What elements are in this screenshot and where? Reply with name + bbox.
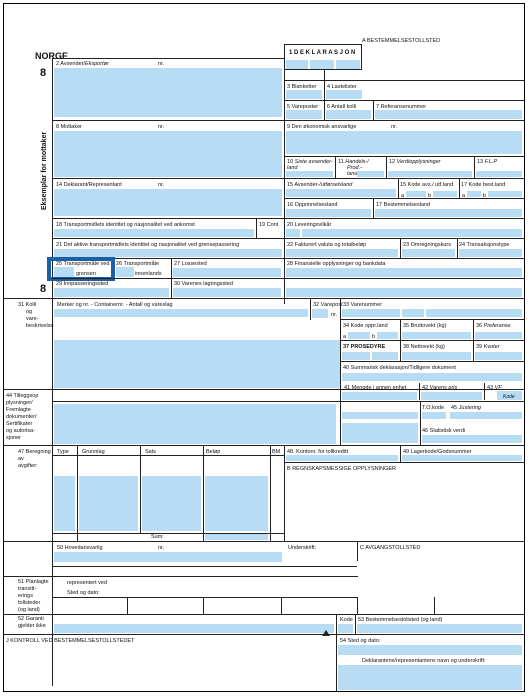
field-31-input-1[interactable]: [54, 309, 308, 317]
field-20-label: 20 Leveringsvilkår: [287, 222, 332, 228]
f44-line: Sertifikater: [6, 421, 33, 427]
field-48-label: 48. Kontonr. for tollkreditt: [287, 449, 349, 455]
declaration-field-3[interactable]: [336, 60, 360, 69]
f51-line: tollsteder: [18, 600, 41, 606]
field-28b-input[interactable]: [286, 288, 522, 297]
field-32-label: 32 Varepost: [313, 302, 343, 308]
field-52-code-input[interactable]: [338, 624, 353, 633]
f51-line: 51 Planlagte: [18, 579, 49, 585]
field-35-input[interactable]: [402, 332, 471, 339]
field-32-input[interactable]: [312, 309, 328, 318]
field-28-input[interactable]: [286, 268, 522, 277]
f51-line: transitt-: [18, 586, 37, 592]
field-14-input[interactable]: [54, 189, 282, 216]
copy-number-bottom: 8: [40, 283, 47, 295]
field-22-label: 22 Fakturert valuta og totalbeløp: [287, 242, 367, 248]
copy-number: 8: [40, 67, 47, 79]
field-36-input[interactable]: [475, 332, 522, 339]
customs-declaration-form: NORGE 8 8 Eksemplar for mottaker A BESTEMMELSESTOLLSTED 1 D E K L A R A S J O N 2 Avsender/Eksportør nr. 3 Blanketter 4 Lastelister 5 Vareposter 6 Antall kolli 7 Referansenummer 8 Mottaker nr. 9 Den økonomisk ansvarlige nr. 10 Siste avsender- land 11 Handels-/ Prod.- land 12 Verdiopplysninger 13 F.L.P 14 Deklarant/Representant nr. 15 Avsender-/utførselsland 15 Kode avs./ utf.land 17 Kode best.land a b a b 16 Opprinnelsesland 17 Bestemmelsesland 18 Transportmidlets identitet og nasjonalitet ved ankomst 19 Cont 20 Leveringsvilkår 21 Det aktive transportmidlets identitet og nasjonalitet ved grensepassering 22 Fakturert valuta og totalbeløp 23 Omregningskurs 24 Transaksjonstype 25 Transportmåte ved grensen 26 Transportmåte innenlands 27 Lossested 28 Finansielle opplysninger og bankdata 29 Innpasseringssted 30 Varenes lagringssted 31 Kolli og vare- beskrivelse Merker og nr. - Containernr. - Antall og vareslag 32 Varepost nr. 33 Varenummer 34 Kode oppr.land 35 Bruttovekt (kg) 36 Preferanse a b 37 PROSEDYRE 38 Nettovekt (kg) 39 Kvoter 40 Summarisk deklarasjon/Tidligere dokument 41 Mengde i annen enhet 42 Varens pris 43 VF Kode 44 Tilleggsop plysninger/ Fremlagte dokumenter/ Sertifikater og autorisa- sjoner T.O.kode 45 Justering 46 Statistisk verdi 47 Beregning av avgifter: Type Grunnlag Sats Beløp BM Sum: 48. Kontonr. for tollkreditt 49 Lagerkode/Godsnummer B REGNSKAPSMESSIGE OPPLYSNINGER 50 Hovedansvarlig nr. Underskrift: C AVGANGSTOLLSTED 51 Planlagte transitt- erings tollsteder (og land) representert ved Sted og dato: 52 Garanti gjelder ikke Kode 53 Bestemmelsestolisted (og land) J KONTROLL VED BESTEMMELSESTOLLSTEDET 54 Sted og dato: Deklarantens/representantens navn og underskrift:: [0, 0, 530, 696]
field-46-label: 46 Statistisk verdi: [422, 428, 466, 434]
field-5-label: 5 Vareposter: [287, 104, 319, 110]
field-18-input[interactable]: [54, 229, 254, 237]
field-42-input[interactable]: [421, 392, 482, 400]
field-12-label: 12 Verdiopplysninger: [389, 159, 441, 165]
field-52-code-label: Kode: [340, 617, 353, 623]
field-46-input[interactable]: [422, 435, 522, 443]
field-27-label: 27 Lossested: [174, 261, 207, 267]
f47-line: av: [18, 456, 24, 462]
field-50-label: 50 Hovedansvarlig: [57, 545, 103, 551]
field-33-input-b[interactable]: [402, 309, 424, 317]
field-5-input[interactable]: [286, 110, 322, 119]
field-2-input[interactable]: [54, 68, 282, 117]
field-40-input[interactable]: [342, 373, 522, 381]
field-34a-input[interactable]: [348, 332, 370, 339]
field-54-label: 54 Sted og dato:: [340, 638, 381, 644]
field-b-label: B REGNSKAPSMESSIGE OPPLYSNINGER: [287, 466, 397, 472]
field-24-label: 24 Transaksjonstype: [459, 242, 510, 248]
field-33-label: 33 Varenummer: [343, 302, 383, 308]
up-arrow-icon: [322, 630, 330, 636]
field-43-label: 43 VF: [487, 385, 502, 391]
field-18-label: 18 Transportmidlets identitet og nasjonalitet ved ankomst: [56, 222, 195, 228]
field-54-place-input[interactable]: [338, 645, 522, 655]
field-14-nr: nr.: [158, 182, 165, 188]
field-15-label: 15 Avsender-/utførselsland: [287, 182, 353, 188]
field-38-input[interactable]: [402, 352, 471, 360]
field-35-label: 35 Bruttovekt (kg): [403, 323, 447, 329]
field-11-input[interactable]: [357, 171, 384, 177]
field-16-input[interactable]: [286, 209, 371, 217]
calc-belop-cells[interactable]: [205, 476, 268, 531]
field-26-label: 26 Transportmåte: [116, 261, 160, 267]
declaration-title: 1 D E K L A R A S J O N: [289, 50, 356, 56]
field-8-label: 8 Mottaker: [56, 124, 82, 130]
field-30-label: 30 Varenes lagringssted: [174, 281, 233, 287]
field-15-code-label: 15 Kode avs./ utf.land: [400, 182, 454, 188]
field-49-input[interactable]: [402, 455, 522, 461]
col-sats: Sats: [145, 449, 157, 455]
f47-line: 47 Beregning: [18, 449, 51, 455]
field-42-label: 42 Varens pris: [422, 385, 458, 391]
field-2-label: 2 Avsender/Eksportør: [56, 61, 109, 67]
field-21-label: 21 Det aktive transportmidlets identitet og nasjonalitet ved grensepassering: [56, 242, 240, 248]
field-2-nr: nr.: [158, 61, 165, 67]
field-9-nr: nr.: [391, 124, 398, 130]
field-45-input[interactable]: [450, 412, 522, 419]
f51-line: erings: [18, 593, 33, 599]
f44-line: plysninger/: [6, 400, 33, 406]
f47-line: avgifter:: [18, 463, 38, 469]
field-52-input[interactable]: [54, 624, 334, 633]
col-type: Type: [57, 449, 69, 455]
field-37a-input[interactable]: [342, 352, 370, 360]
field-22-input[interactable]: [286, 249, 398, 257]
field-50-nr: nr.: [158, 545, 165, 551]
f44-line: Fremlagte: [6, 407, 31, 413]
field-34-label: 34 Kode oppr.land: [343, 323, 388, 329]
field-8-nr: nr.: [158, 124, 165, 130]
field-39-label: 39 Kvoter: [476, 344, 500, 350]
field-33-input-c[interactable]: [426, 309, 522, 317]
field-49-label: 49 Lagerkode/Godsnummer: [403, 449, 472, 455]
field-c-label: C AVGANGSTOLLSTED: [360, 545, 421, 551]
field-17-code-label: 17 Kode best.land: [461, 182, 506, 188]
field-25-label: 25 Transportmåte ved: [56, 261, 110, 267]
field-11-label: 11 Handels-/: [338, 159, 369, 165]
field-3-label: 3 Blanketter: [287, 84, 317, 90]
field-17-input[interactable]: [375, 209, 522, 217]
field-9-label: 9 Den økonomisk ansvarlige: [287, 124, 357, 130]
field-10-input[interactable]: [286, 171, 333, 177]
field-4-label: 4 Lastelister: [327, 84, 357, 90]
signature-label: Underskrift:: [288, 545, 317, 551]
field-16-label: 16 Opprinnelsesland: [287, 202, 338, 208]
col-belop: Beløp: [206, 449, 221, 455]
field-3-input[interactable]: [286, 90, 322, 99]
calc-grunnlag-cells[interactable]: [79, 476, 138, 531]
sum-input[interactable]: [205, 534, 268, 540]
field-41-label: 41 Mengde i annen enhet: [344, 385, 407, 391]
field-39-input[interactable]: [475, 352, 522, 360]
field-23-label: 23 Omregningskurs: [403, 242, 451, 248]
field-10-label: 10 Siste avsender-: [287, 159, 333, 165]
field-21-input[interactable]: [54, 249, 282, 257]
to-code-label: T.O.kode: [422, 405, 445, 411]
sum-label: Sum:: [151, 534, 164, 540]
field-7-input[interactable]: [375, 110, 522, 119]
f44-line: 44 Tilleggsop: [6, 393, 39, 399]
field-6-label: 6 Antall kolli: [327, 104, 357, 110]
to-code-input[interactable]: [422, 412, 446, 419]
field-29-label: 29 Innpasseringssted: [56, 281, 109, 287]
f44-line: sjoner: [6, 435, 21, 441]
field-38-label: 38 Nettovekt (kg): [403, 344, 445, 350]
field-54-signature-input[interactable]: [338, 665, 522, 690]
declaration-field-1[interactable]: [286, 60, 308, 69]
col-bm: BM: [272, 449, 281, 455]
declaration-field-2[interactable]: [310, 60, 334, 69]
field-8-input[interactable]: [54, 131, 282, 177]
field-31-input-2[interactable]: [54, 340, 340, 388]
field-15b-input[interactable]: [433, 191, 457, 197]
field-6-input[interactable]: [326, 110, 371, 119]
f52-line: 52 Garanti: [18, 616, 44, 622]
field-40-label: 40 Summarisk deklarasjon/Tidligere dokument: [343, 365, 456, 371]
side-label: Eksemplar for mottaker: [41, 131, 48, 210]
col-grunnlag: Grunnlag: [82, 449, 105, 455]
field-15-input[interactable]: [286, 189, 396, 197]
field-31-marks-label: Merker og nr. - Containernr. - Antall og vareslag: [57, 302, 173, 308]
field-20a-input[interactable]: [286, 229, 300, 237]
field-17a-input[interactable]: [467, 191, 481, 197]
field-44-input[interactable]: [54, 404, 336, 444]
field-53-label: 53 Bestemmelsestolisted (og land): [358, 617, 443, 623]
field-15a-input[interactable]: [406, 191, 426, 197]
field-20b-input[interactable]: [302, 229, 522, 237]
calc-type-cells[interactable]: [54, 476, 75, 531]
field-48-input[interactable]: [286, 455, 398, 461]
f52-line: gjelder ikke: [18, 623, 46, 629]
field-14-label: 14 Deklarant/Representant: [56, 182, 122, 188]
field-4-input[interactable]: [326, 90, 362, 99]
f44-line: og autorisa-: [6, 428, 36, 434]
field-17-label: 17 Bestemmelsesland: [376, 202, 431, 208]
field-24-input[interactable]: [459, 249, 522, 257]
field-44b-input[interactable]: [342, 412, 418, 419]
field-36-label: 36 Preferanse: [476, 323, 511, 329]
field-28-label: 28 Finansielle opplysninger og bankdata: [287, 261, 386, 267]
field-45-label: 45 Justering: [451, 405, 481, 411]
field-27-input[interactable]: [173, 268, 281, 277]
field-30-input[interactable]: [173, 288, 281, 297]
field-13-input[interactable]: [476, 171, 522, 177]
place-date-label: Sted og dato:: [67, 590, 100, 596]
field-37b-input[interactable]: [372, 352, 398, 360]
field-12-input[interactable]: [388, 171, 472, 177]
field-9-input[interactable]: [286, 131, 522, 154]
field-26-input[interactable]: [116, 267, 134, 277]
country-title: NORGE: [35, 51, 69, 61]
field-33-input-a[interactable]: [342, 309, 400, 317]
field-29-input[interactable]: [54, 288, 169, 297]
field-34b-input[interactable]: [377, 332, 398, 339]
field-17b-input[interactable]: [488, 191, 522, 197]
field-37-label: 37 PROSEDYRE: [343, 344, 386, 350]
field-53-input[interactable]: [357, 624, 522, 633]
field-54-signature-label: Deklarantens/representantens navn og underskrift:: [362, 658, 486, 664]
field-19-label: 19 Cont: [259, 222, 279, 228]
f51-line: (og land): [18, 607, 40, 613]
field-23-input[interactable]: [402, 249, 455, 257]
field-j-label: J KONTROLL VED BESTEMMELSESTOLLSTEDET: [6, 638, 135, 644]
field-41-input[interactable]: [342, 392, 417, 400]
field-7-label: 7 Referansenummer: [376, 104, 427, 110]
field-44c-input[interactable]: [342, 423, 418, 443]
field-13-label: 13 F.L.P: [477, 159, 498, 165]
field-a-label: A BESTEMMELSESTOLLSTED: [362, 38, 441, 44]
f44-line: dokumenter/: [6, 414, 37, 420]
field-31-label: 31 Kolli: [18, 302, 37, 308]
calc-sats-cells[interactable]: [142, 476, 201, 531]
field-50-input[interactable]: [54, 552, 282, 562]
represented-by-label: representert ved: [67, 580, 108, 586]
